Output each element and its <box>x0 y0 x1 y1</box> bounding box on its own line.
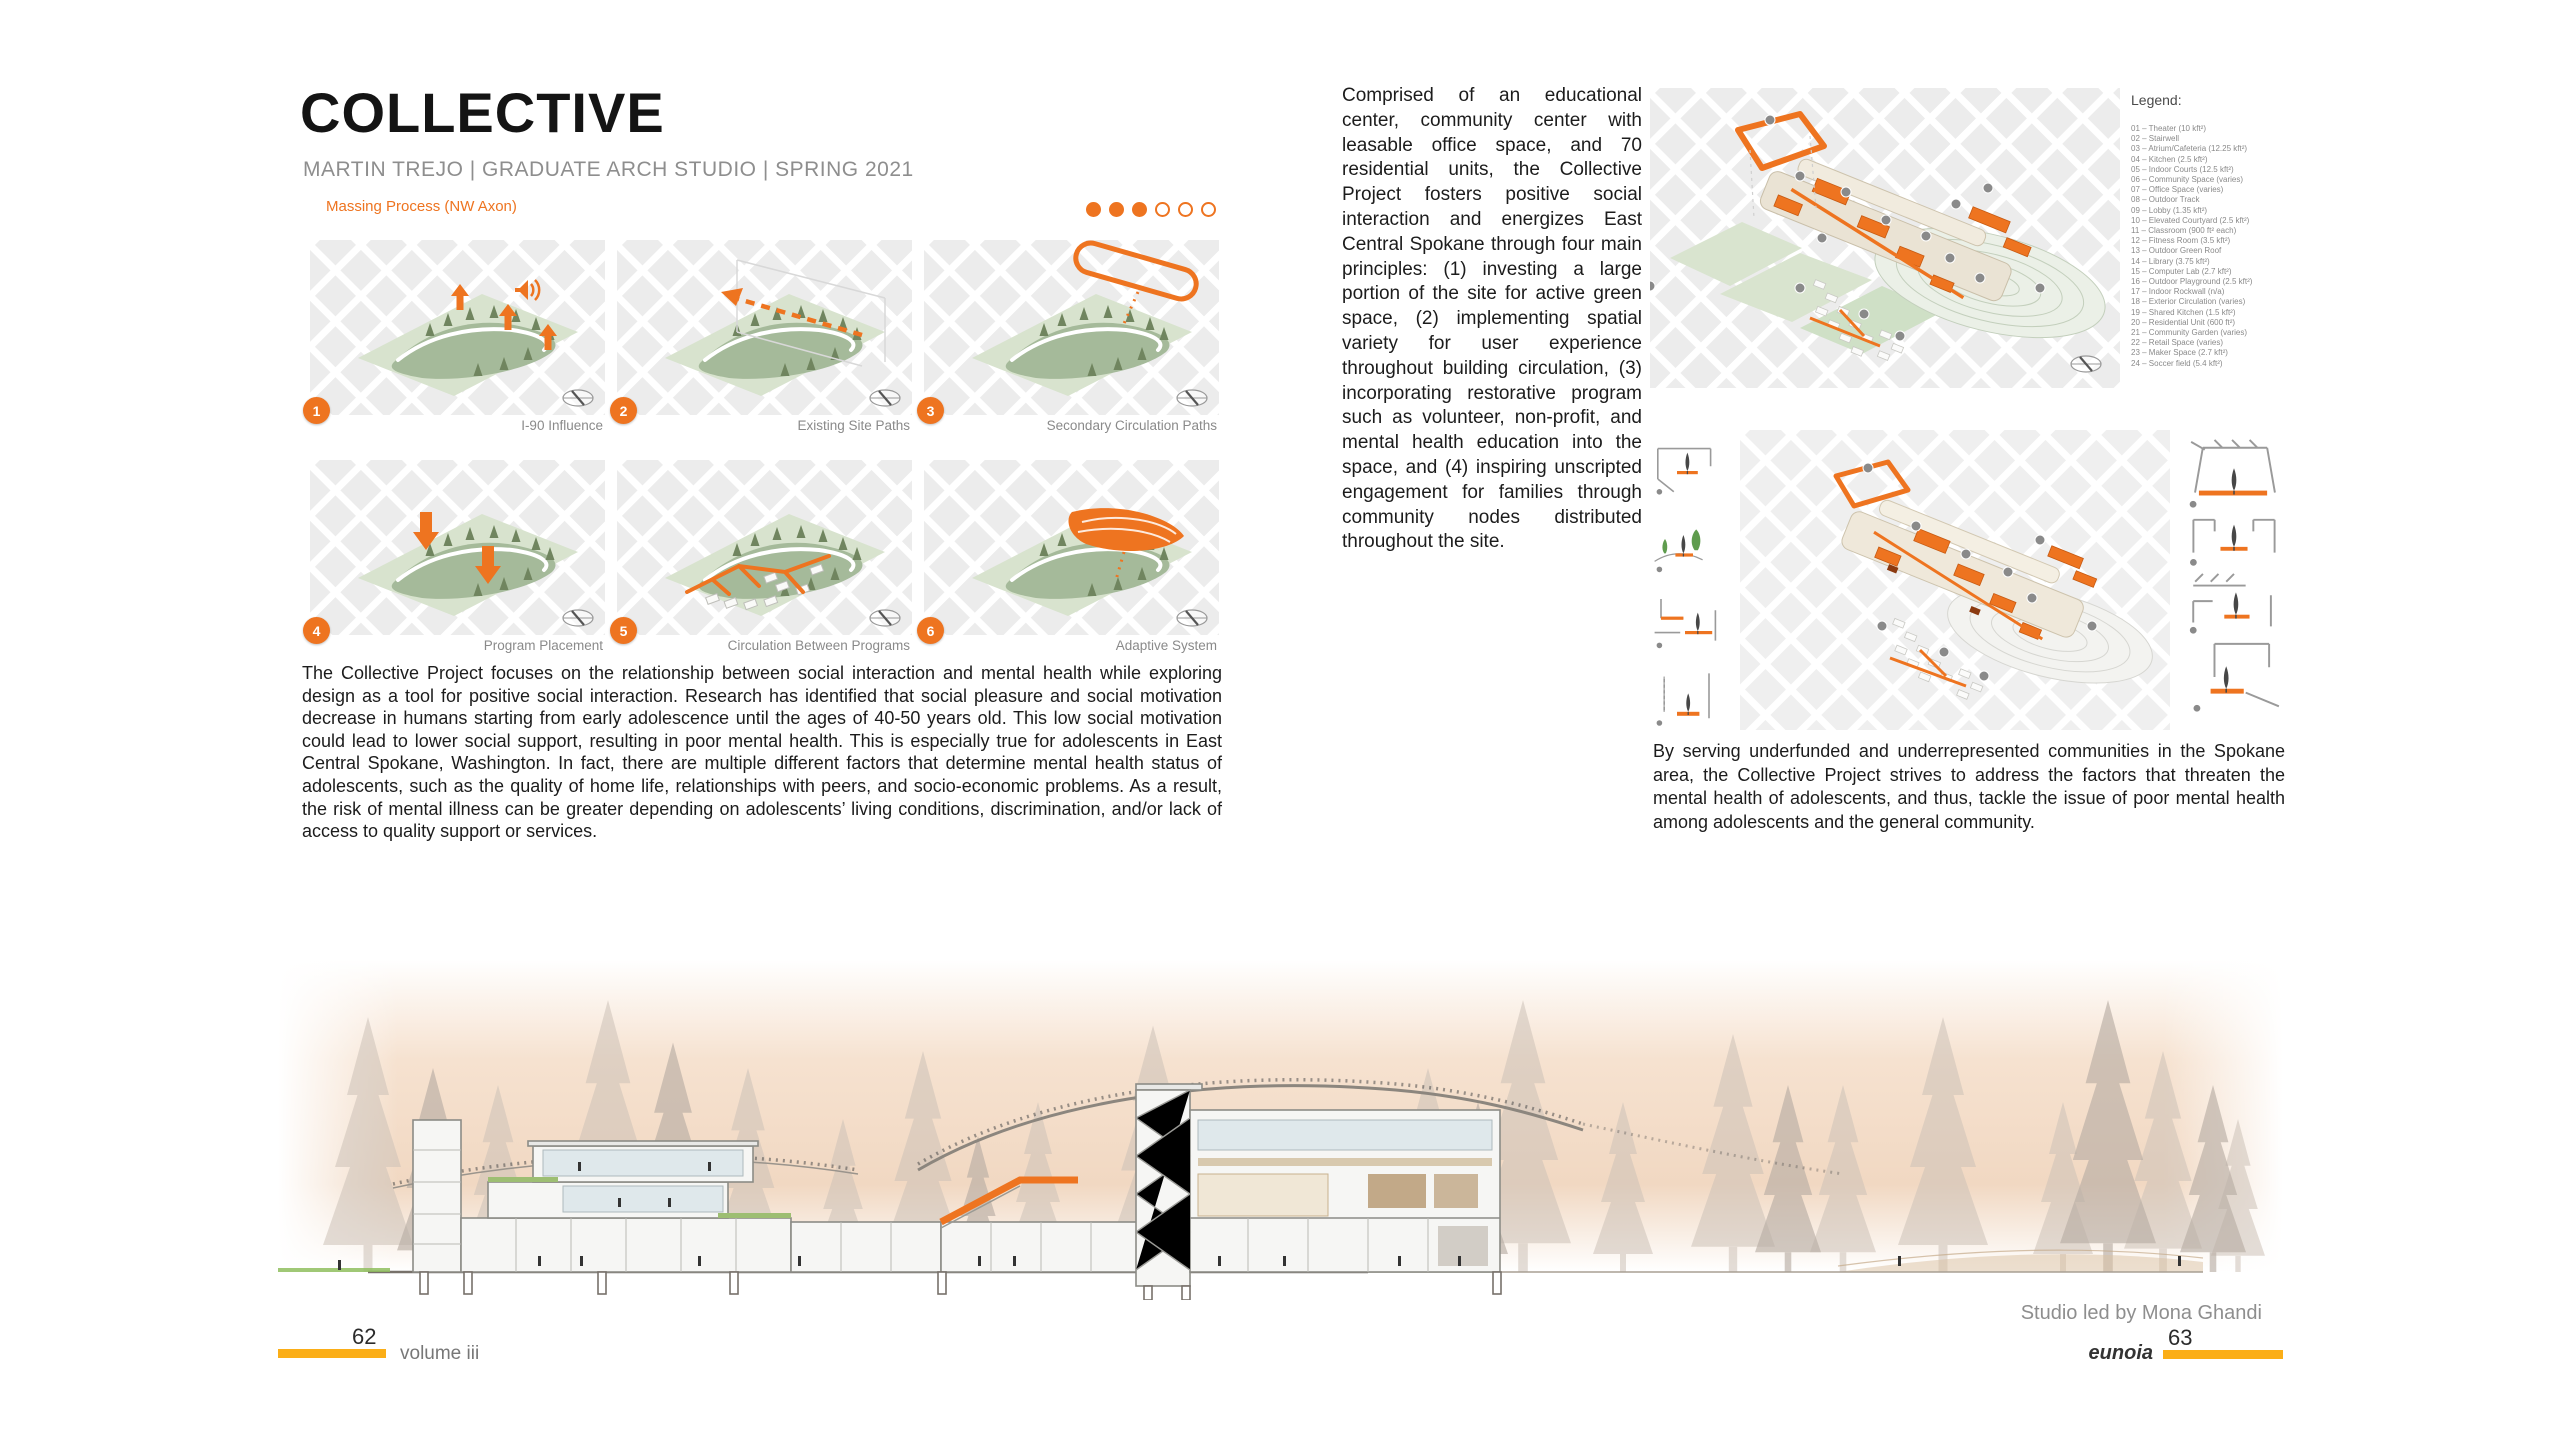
legend-item: 14 – Library (3.75 kft²) <box>2131 256 2210 266</box>
massing-panel-6-diagram <box>924 460 1219 635</box>
compass-icon <box>870 390 900 406</box>
panel-number-badge: 5 <box>610 617 637 644</box>
progress-dot <box>1132 202 1147 217</box>
legend-item: 03 – Atrium/Cafeteria (12.25 kft²) <box>2131 144 2248 154</box>
legend-item: 06 – Community Space (varies) <box>2131 175 2244 185</box>
legend-item: 12 – Fitness Room (3.5 kft²) <box>2131 236 2231 246</box>
massing-panel-4-diagram <box>310 460 605 635</box>
vignette-6 <box>2185 514 2283 572</box>
compass-icon <box>563 610 593 626</box>
panel-caption: Program Placement <box>483 638 603 653</box>
progress-dot <box>1155 202 1170 217</box>
panel-number-badge: 2 <box>610 397 637 424</box>
massing-panel-2 <box>617 240 912 433</box>
panel-caption: Secondary Circulation Paths <box>1046 418 1217 433</box>
compass-icon <box>1177 610 1207 626</box>
massing-process-label: Massing Process (NW Axon) <box>326 198 517 215</box>
panel-number-badge: 3 <box>917 397 944 424</box>
legend-item: 05 – Indoor Courts (12.5 kft²) <box>2131 164 2234 174</box>
massing-panel-1 <box>310 240 605 433</box>
progress-dot <box>1109 202 1124 217</box>
vignette-5 <box>2185 438 2283 514</box>
legend-item: 22 – Retail Space (varies) <box>2131 338 2224 348</box>
footer-bar-right <box>2163 1350 2283 1359</box>
panel-number-badge: 1 <box>303 397 330 424</box>
page-subtitle: MARTIN TREJO | GRADUATE ARCH STUDIO | SPRING 2021 <box>303 158 914 181</box>
legend-item: 02 – Stairwell <box>2131 134 2180 144</box>
panel-caption: I-90 Influence <box>521 418 603 433</box>
legend-heading: Legend: <box>2131 92 2182 108</box>
section-vignettes-left <box>1653 435 1733 735</box>
massing-panel-4 <box>310 460 605 653</box>
massing-panel-3-diagram <box>924 240 1219 415</box>
massing-panel-5 <box>617 460 912 653</box>
page-number-left: 62 <box>352 1324 377 1349</box>
volume-label: volume iii <box>400 1343 480 1364</box>
vignette-8 <box>2185 638 2283 718</box>
compass-icon <box>563 390 593 406</box>
panel-caption: Circulation Between Programs <box>727 638 910 653</box>
body-paragraph: The Collective Project focuses on the relationship between social interaction and mental health while exploring design as a tool for positive social interaction. Research has identified that social pleasure and social motivation decrease in humans starting from early adolescence until the ages of 40-50 years old. This low social motivation could lead to lower social support, resulting in poor mental health. This is especially true for adolescents in East Central Spokane, Washington. In fact, there are multiple different factors that determine mental health status of adolescents, such as the quality of home life, relationships with peers, and socio-economic problems. As a result, the risk of mental illness can be greater depending on adolescents’ living conditions, discrimination, and/or lack of access to quality support or services. <box>302 663 1222 842</box>
compass-icon <box>2071 356 2101 372</box>
legend-item: 04 – Kitchen (2.5 kft²) <box>2131 154 2208 164</box>
compass-icon <box>870 610 900 626</box>
progress-dot <box>1201 202 1216 217</box>
progress-dots <box>1086 202 1216 217</box>
studio-credit: Studio led by Mona Ghandi <box>2020 1302 2262 1324</box>
footer-bar-left <box>278 1349 386 1358</box>
panel-number-badge: 6 <box>917 617 944 644</box>
page-number-right: 63 <box>2168 1325 2193 1350</box>
legend-item: 16 – Outdoor Playground (2.5 kft²) <box>2131 277 2253 287</box>
section-vignettes-right <box>2185 438 2283 718</box>
massing-panel-3 <box>924 240 1219 433</box>
closing-paragraph: By serving underfunded and underrepresented communities in the Spokane area, the Collective Project strives to address the factors that threaten the mental health of adolescents, and thus, tackle the issue of poor mental health among adolescents and the general community. <box>1653 741 2285 832</box>
vignette-2 <box>1653 511 1733 583</box>
legend-item: 21 – Community Garden (varies) <box>2131 328 2248 338</box>
building-section-drawing <box>278 960 2283 1300</box>
legend-item: 24 – Soccer field (5.4 kft²) <box>2131 358 2223 368</box>
compass-icon <box>1177 390 1207 406</box>
panel-caption: Adaptive System <box>1115 638 1217 653</box>
legend-item: 10 – Elevated Courtyard (2.5 kft²) <box>2131 215 2250 225</box>
panel-caption: Existing Site Paths <box>797 418 910 433</box>
massing-panel-6 <box>924 460 1219 653</box>
massing-panel-5-diagram <box>617 460 912 635</box>
legend <box>2131 92 2306 369</box>
circulation-axon-diagram <box>1740 430 2170 730</box>
vignette-1 <box>1653 435 1733 507</box>
progress-dot <box>1178 202 1193 217</box>
legend-item: 13 – Outdoor Green Roof <box>2131 246 2222 256</box>
vignette-7 <box>2185 572 2283 638</box>
legend-item: 01 – Theater (10 kft²) <box>2131 124 2206 133</box>
massing-panel-1-diagram <box>310 240 605 415</box>
imprint-label: eunoia <box>2088 1342 2153 1364</box>
vignette-4 <box>1653 663 1733 735</box>
legend-item: 15 – Computer Lab (2.7 kft²) <box>2131 266 2232 276</box>
legend-item: 23 – Maker Space (2.7 kft²) <box>2131 348 2228 358</box>
legend-item: 11 – Classroom (900 ft² each) <box>2131 226 2237 236</box>
legend-item: 09 – Lobby (1.35 kft²) <box>2131 205 2208 215</box>
legend-item: 08 – Outdoor Track <box>2131 195 2200 205</box>
legend-item: 19 – Shared Kitchen (1.5 kft²) <box>2131 307 2236 317</box>
legend-item: 18 – Exterior Circulation (varies) <box>2131 297 2246 307</box>
progress-dot <box>1086 202 1101 217</box>
vignette-3 <box>1653 587 1733 659</box>
legend-item: 07 – Office Space (varies) <box>2131 185 2224 195</box>
massing-panel-2-diagram <box>617 240 912 415</box>
panel-number-badge: 4 <box>303 617 330 644</box>
legend-item: 20 – Residential Unit (600 ft²) <box>2131 317 2236 327</box>
intro-paragraph: Comprised of an educational center, community center with leasable office space, and 70 residential units, the Collective Project fosters positive social interaction and energizes East Central Spokane through four main principles: (1) investing a large portion of the site for active green space, (2) implementing spatial variety for user experience throughout building circulation, (3) incorporating restorative program such as volunteer, non-profit, and mental health education into the space, and (4) inspiring unscripted engagement for families through community nodes distributed throughout the site. <box>1342 85 1642 553</box>
legend-list <box>2131 124 2306 369</box>
legend-item: 17 – Indoor Rockwall (n/a) <box>2131 287 2225 297</box>
page-title: COLLECTIVE <box>300 81 665 144</box>
site-axon-diagram <box>1650 88 2120 388</box>
